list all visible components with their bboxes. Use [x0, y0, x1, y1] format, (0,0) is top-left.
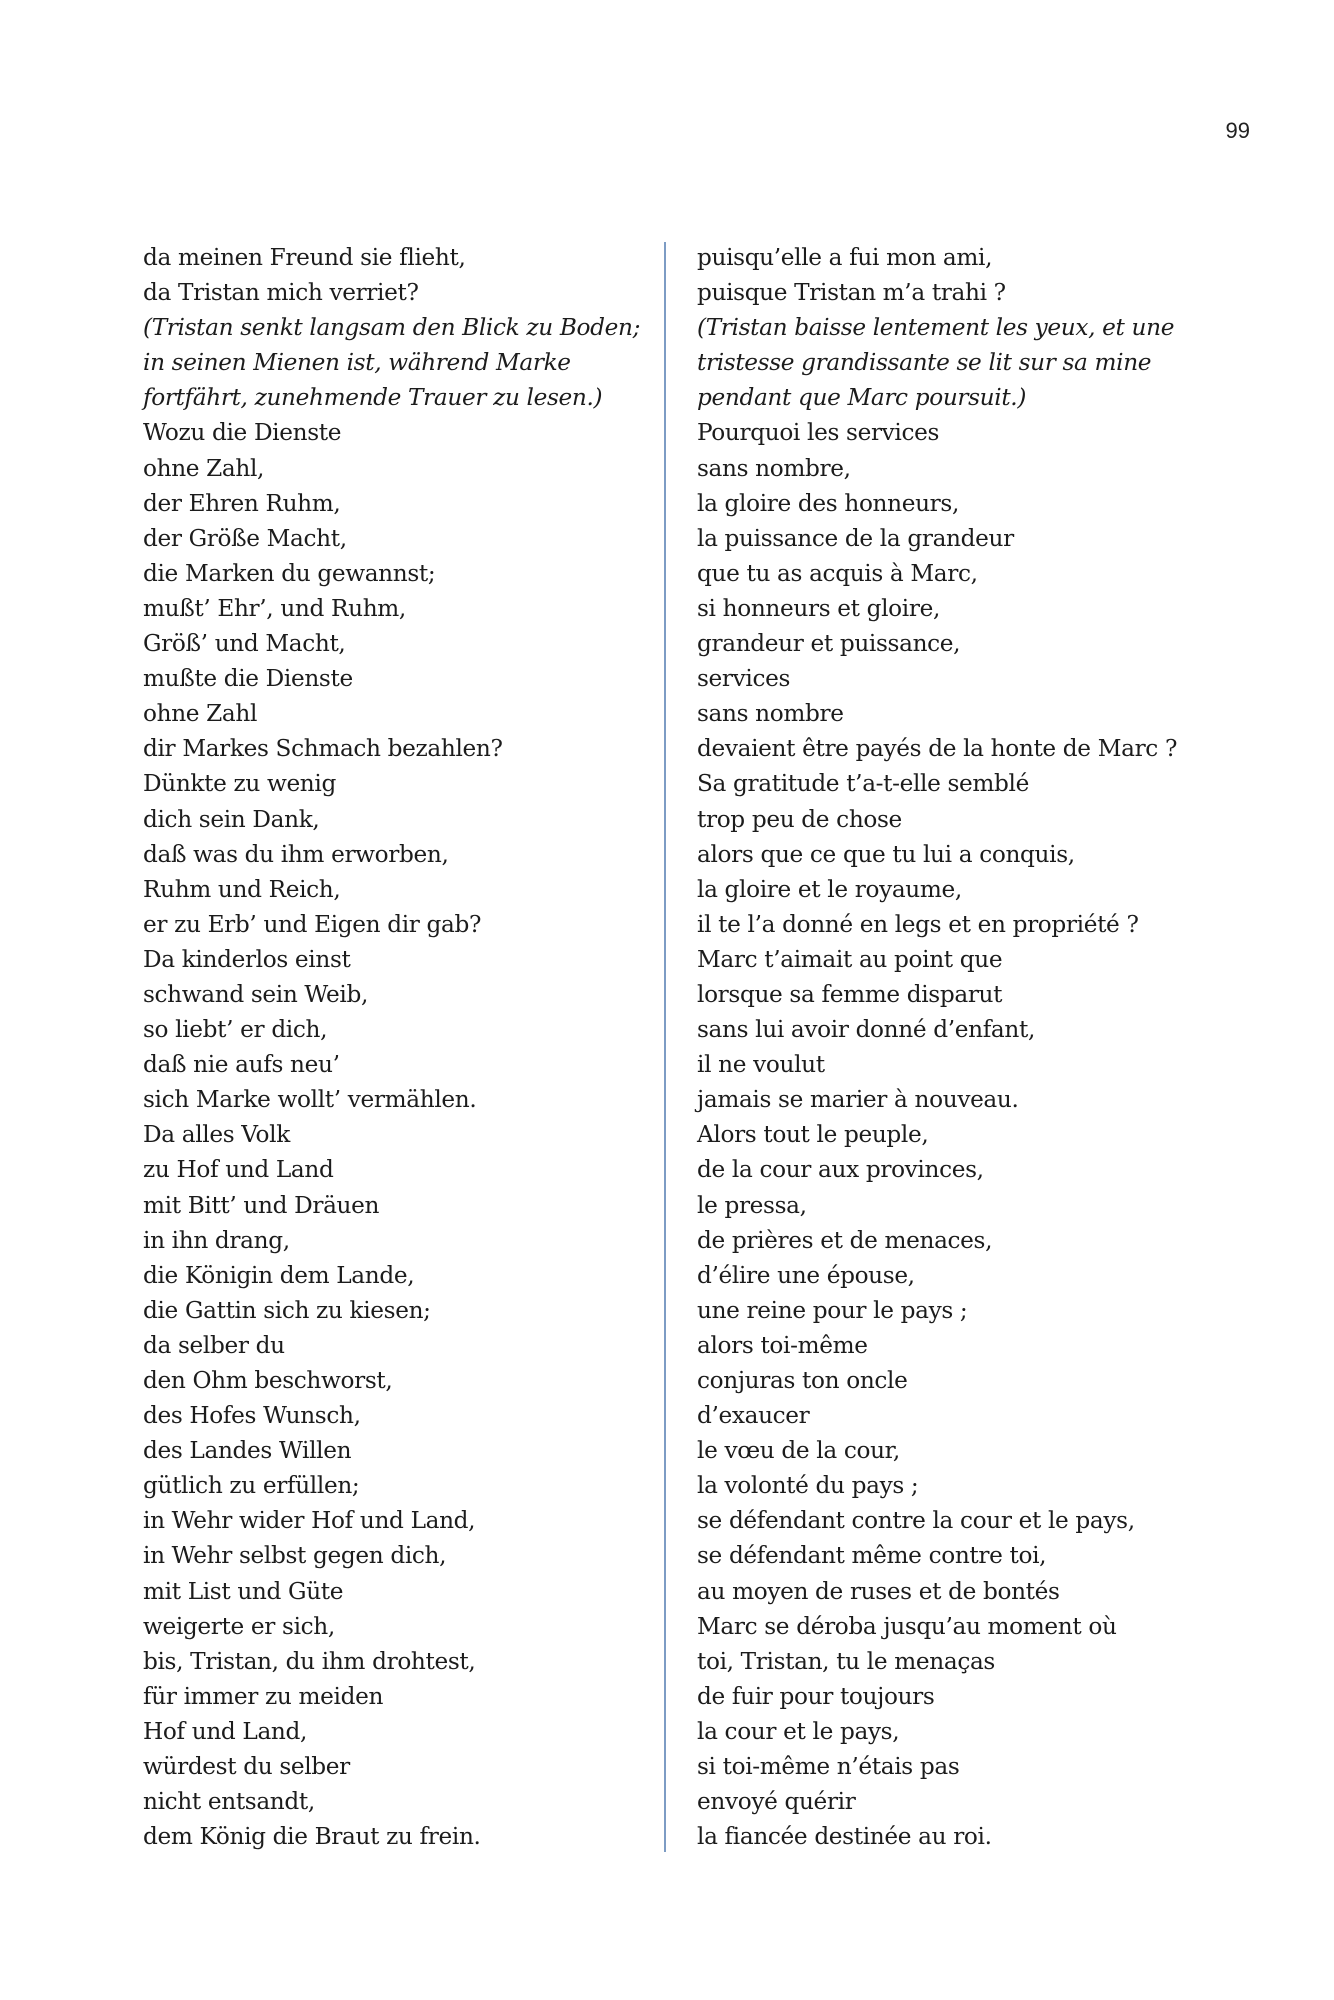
german-line: dir Markes Schmach bezahlen? — [143, 735, 503, 763]
french-line: la fiancée destinée au roi. — [697, 1823, 992, 1851]
french-line: le vœu de la cour, — [697, 1437, 900, 1465]
french-line: sans nombre — [697, 700, 844, 728]
german-line: sich Marke wollt’ vermählen. — [143, 1086, 477, 1114]
french-line: envoyé quérir — [697, 1788, 856, 1816]
french-line: Marc se déroba jusqu’au moment où — [697, 1612, 1117, 1640]
german-line: Ruhm und Reich, — [143, 875, 341, 903]
column-divider — [664, 242, 666, 1852]
german-line: da Tristan mich verriet? — [143, 279, 419, 307]
french-line: la puissance de la grandeur — [697, 524, 1014, 552]
french-line: sans nombre, — [697, 454, 851, 482]
french-line: Marc t’aimait au point que — [697, 945, 1003, 973]
german-line: mußte die Dienste — [143, 665, 353, 693]
german-line: in Wehr wider Hof und Land, — [143, 1507, 476, 1535]
german-line: die Königin dem Lande, — [143, 1261, 415, 1289]
french-line: Sa gratitude t’a-t-elle semblé — [697, 770, 1029, 798]
german-line: ohne Zahl — [143, 700, 258, 728]
german-line: die Marken du gewannst; — [143, 559, 436, 587]
german-line: da meinen Freund sie flieht, — [143, 244, 466, 271]
french-line: se défendant contre la cour et le pays, — [697, 1507, 1135, 1535]
french-line: grandeur et puissance, — [697, 630, 961, 658]
german-line: Größ’ und Macht, — [143, 630, 346, 658]
french-line: pendant que Marc poursuit.) — [697, 384, 1027, 412]
german-line: der Ehren Ruhm, — [143, 489, 341, 517]
french-line: de la cour aux provinces, — [697, 1156, 984, 1184]
german-line: Dünkte zu wenig — [143, 770, 336, 798]
french-line: puisqu’elle a fui mon ami, — [697, 244, 993, 271]
german-line: in Wehr selbst gegen dich, — [143, 1542, 447, 1570]
page-number: 99 — [1225, 118, 1250, 143]
french-line: se défendant même contre toi, — [697, 1542, 1047, 1570]
german-line: des Hofes Wunsch, — [143, 1402, 361, 1430]
french-line: Alors tout le peuple, — [697, 1121, 929, 1149]
french-line: que tu as acquis à Marc, — [697, 559, 978, 587]
french-line: lorsque sa femme disparut — [697, 980, 1003, 1008]
german-line: den Ohm beschworst, — [143, 1367, 393, 1394]
french-line: puisque Tristan m’a trahi ? — [697, 279, 1006, 307]
german-line: da selber du — [143, 1331, 285, 1359]
german-line: mußt’ Ehr’, und Ruhm, — [143, 594, 406, 622]
german-line: nicht entsandt, — [143, 1788, 315, 1816]
german-line: gütlich zu erfüllen; — [143, 1472, 360, 1500]
french-line: toi, Tristan, tu le menaças — [697, 1647, 995, 1675]
german-line: (Tristan senkt langsam den Blick zu Boden; — [143, 314, 641, 342]
french-line: de prières et de menaces, — [697, 1226, 993, 1254]
german-line: daß was du ihm erworben, — [143, 840, 449, 868]
french-text-column — [697, 240, 1257, 1854]
german-line: weigerte er sich, — [143, 1612, 335, 1640]
french-line: conjuras ton oncle — [697, 1367, 908, 1394]
german-line: mit List und Güte — [143, 1577, 344, 1605]
german-line: Da kinderlos einst — [143, 945, 351, 973]
french-line: trop peu de chose — [697, 805, 902, 833]
german-line: so liebt’ er dich, — [143, 1016, 328, 1044]
german-text-column — [143, 240, 643, 1854]
french-line: (Tristan baisse lentement les yeux, et une — [697, 314, 1175, 342]
german-line: ohne Zahl, — [143, 454, 265, 482]
french-line: la volonté du pays ; — [697, 1472, 919, 1500]
french-line: Pourquoi les services — [697, 419, 940, 447]
french-line: d’élire une épouse, — [697, 1261, 915, 1289]
german-line: in ihn drang, — [143, 1226, 290, 1254]
french-line: de fuir pour toujours — [697, 1682, 935, 1710]
french-line: il ne voulut — [697, 1051, 825, 1079]
german-line: des Landes Willen — [143, 1437, 352, 1465]
german-line: Wozu die Dienste — [143, 419, 342, 447]
french-line: sans lui avoir donné d’enfant, — [697, 1016, 1035, 1044]
german-line: dich sein Dank, — [143, 805, 320, 833]
french-line: la gloire et le royaume, — [697, 875, 962, 903]
french-line: si toi-même n’étais pas — [697, 1753, 960, 1781]
french-line: si honneurs et gloire, — [697, 594, 940, 622]
german-line: für immer zu meiden — [143, 1682, 384, 1710]
french-line: alors toi-même — [697, 1331, 868, 1359]
french-line: une reine pour le pays ; — [697, 1296, 968, 1324]
german-line: fortfährt, zunehmende Trauer zu lesen.) — [143, 384, 603, 412]
french-line: devaient être payés de la honte de Marc ? — [697, 735, 1178, 763]
french-line: alors que ce que tu lui a conquis, — [697, 840, 1075, 868]
german-line: zu Hof und Land — [143, 1156, 334, 1184]
french-line: la gloire des honneurs, — [697, 489, 959, 517]
french-line: la cour et le pays, — [697, 1717, 900, 1745]
german-line: in seinen Mienen ist, während Marke — [143, 349, 571, 377]
german-line: schwand sein Weib, — [143, 980, 368, 1008]
german-line: der Größe Macht, — [143, 524, 347, 552]
german-line: würdest du selber — [143, 1753, 350, 1781]
german-line: daß nie aufs neu’ — [143, 1051, 340, 1079]
french-line: au moyen de ruses et de bontés — [697, 1577, 1060, 1605]
german-line: dem König die Braut zu frein. — [143, 1823, 481, 1851]
french-line: le pressa, — [697, 1191, 807, 1219]
french-line: tristesse grandissante se lit sur sa mine — [697, 349, 1152, 377]
german-line: die Gattin sich zu kiesen; — [143, 1296, 431, 1324]
french-line: jamais se marier à nouveau. — [697, 1086, 1019, 1114]
german-line: bis, Tristan, du ihm drohtest, — [143, 1647, 476, 1675]
german-line: er zu Erb’ und Eigen dir gab? — [143, 910, 482, 938]
french-line: services — [697, 665, 791, 693]
french-line: il te l’a donné en legs et en propriété ? — [697, 910, 1139, 938]
german-line: mit Bitt’ und Dräuen — [143, 1191, 380, 1219]
french-line: d’exaucer — [697, 1402, 810, 1430]
german-line: Da alles Volk — [143, 1121, 290, 1149]
german-line: Hof und Land, — [143, 1717, 308, 1745]
